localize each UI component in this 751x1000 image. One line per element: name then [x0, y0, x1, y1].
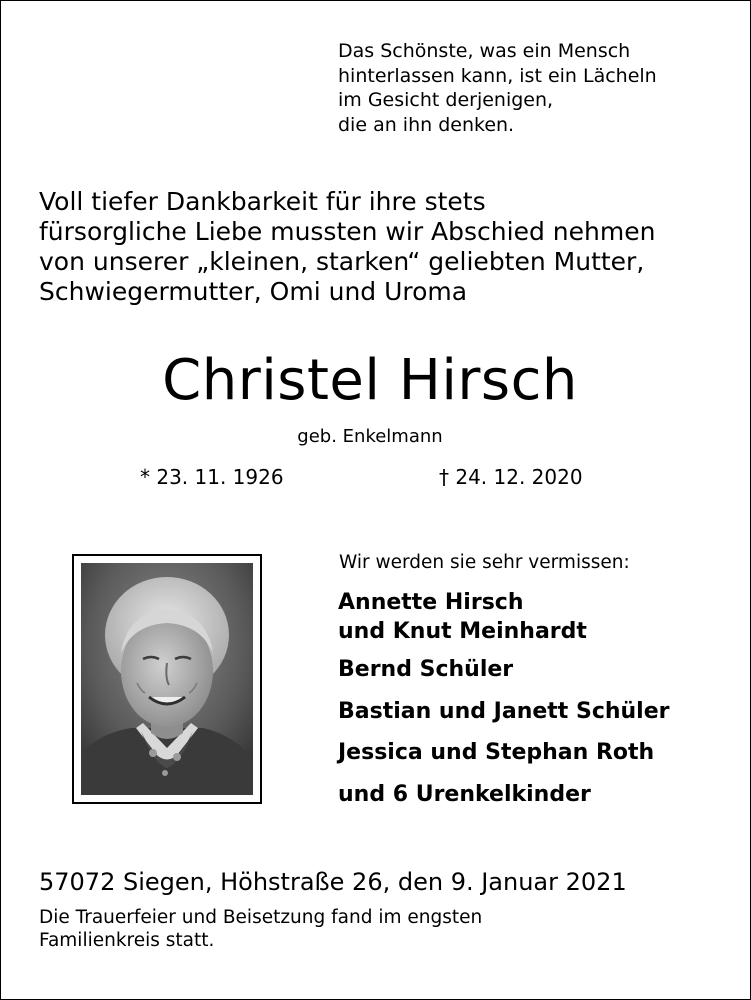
mourner-name: Jessica und Stephan Roth: [338, 740, 655, 765]
portrait-photo: [72, 554, 262, 804]
mourner-name: und 6 Urenkelkinder: [338, 782, 591, 807]
mourner-name: Bastian und Janett Schüler: [338, 699, 670, 724]
maiden-name: geb. Enkelmann: [297, 426, 443, 447]
quote-line: im Gesicht derjenigen,: [338, 89, 554, 111]
memorial-quote: [338, 39, 738, 137]
quote-line: die an ihn denken.: [338, 113, 515, 136]
intro-line: von unserer „kleinen, starken“ geliebten Mutter,: [39, 247, 645, 276]
place-and-date: 57072 Siegen, Höhstraße 26, den 9. Januar 2021: [39, 868, 627, 896]
intro-text: [39, 187, 739, 307]
note-line: Die Trauerfeier und Beisetzung fand im engsten: [39, 907, 483, 928]
note-line: Familienkreis statt.: [39, 930, 215, 951]
funeral-note: [39, 906, 599, 952]
portrait-image: [81, 563, 253, 795]
quote-line: hinterlassen kann, ist ein Lächeln: [338, 64, 657, 87]
death-date: † 24. 12. 2020: [439, 465, 583, 489]
intro-line: Schwiegermutter, Omi und Uroma: [39, 277, 468, 306]
mourner-name: und Knut Meinhardt: [338, 619, 587, 644]
mourner-name: Annette Hirsch: [338, 590, 524, 615]
mourners-heading: Wir werden sie sehr vermissen:: [339, 552, 630, 573]
intro-line: fürsorgliche Liebe mussten wir Abschied nehmen: [39, 217, 656, 246]
birth-date: * 23. 11. 1926: [140, 465, 284, 489]
intro-line: Voll tiefer Dankbarkeit für ihre stets: [39, 187, 486, 216]
mourner-name: Bernd Schüler: [338, 657, 514, 682]
quote-line: Das Schönste, was ein Mensch: [338, 40, 631, 62]
deceased-name: Christel Hirsch: [162, 348, 578, 413]
